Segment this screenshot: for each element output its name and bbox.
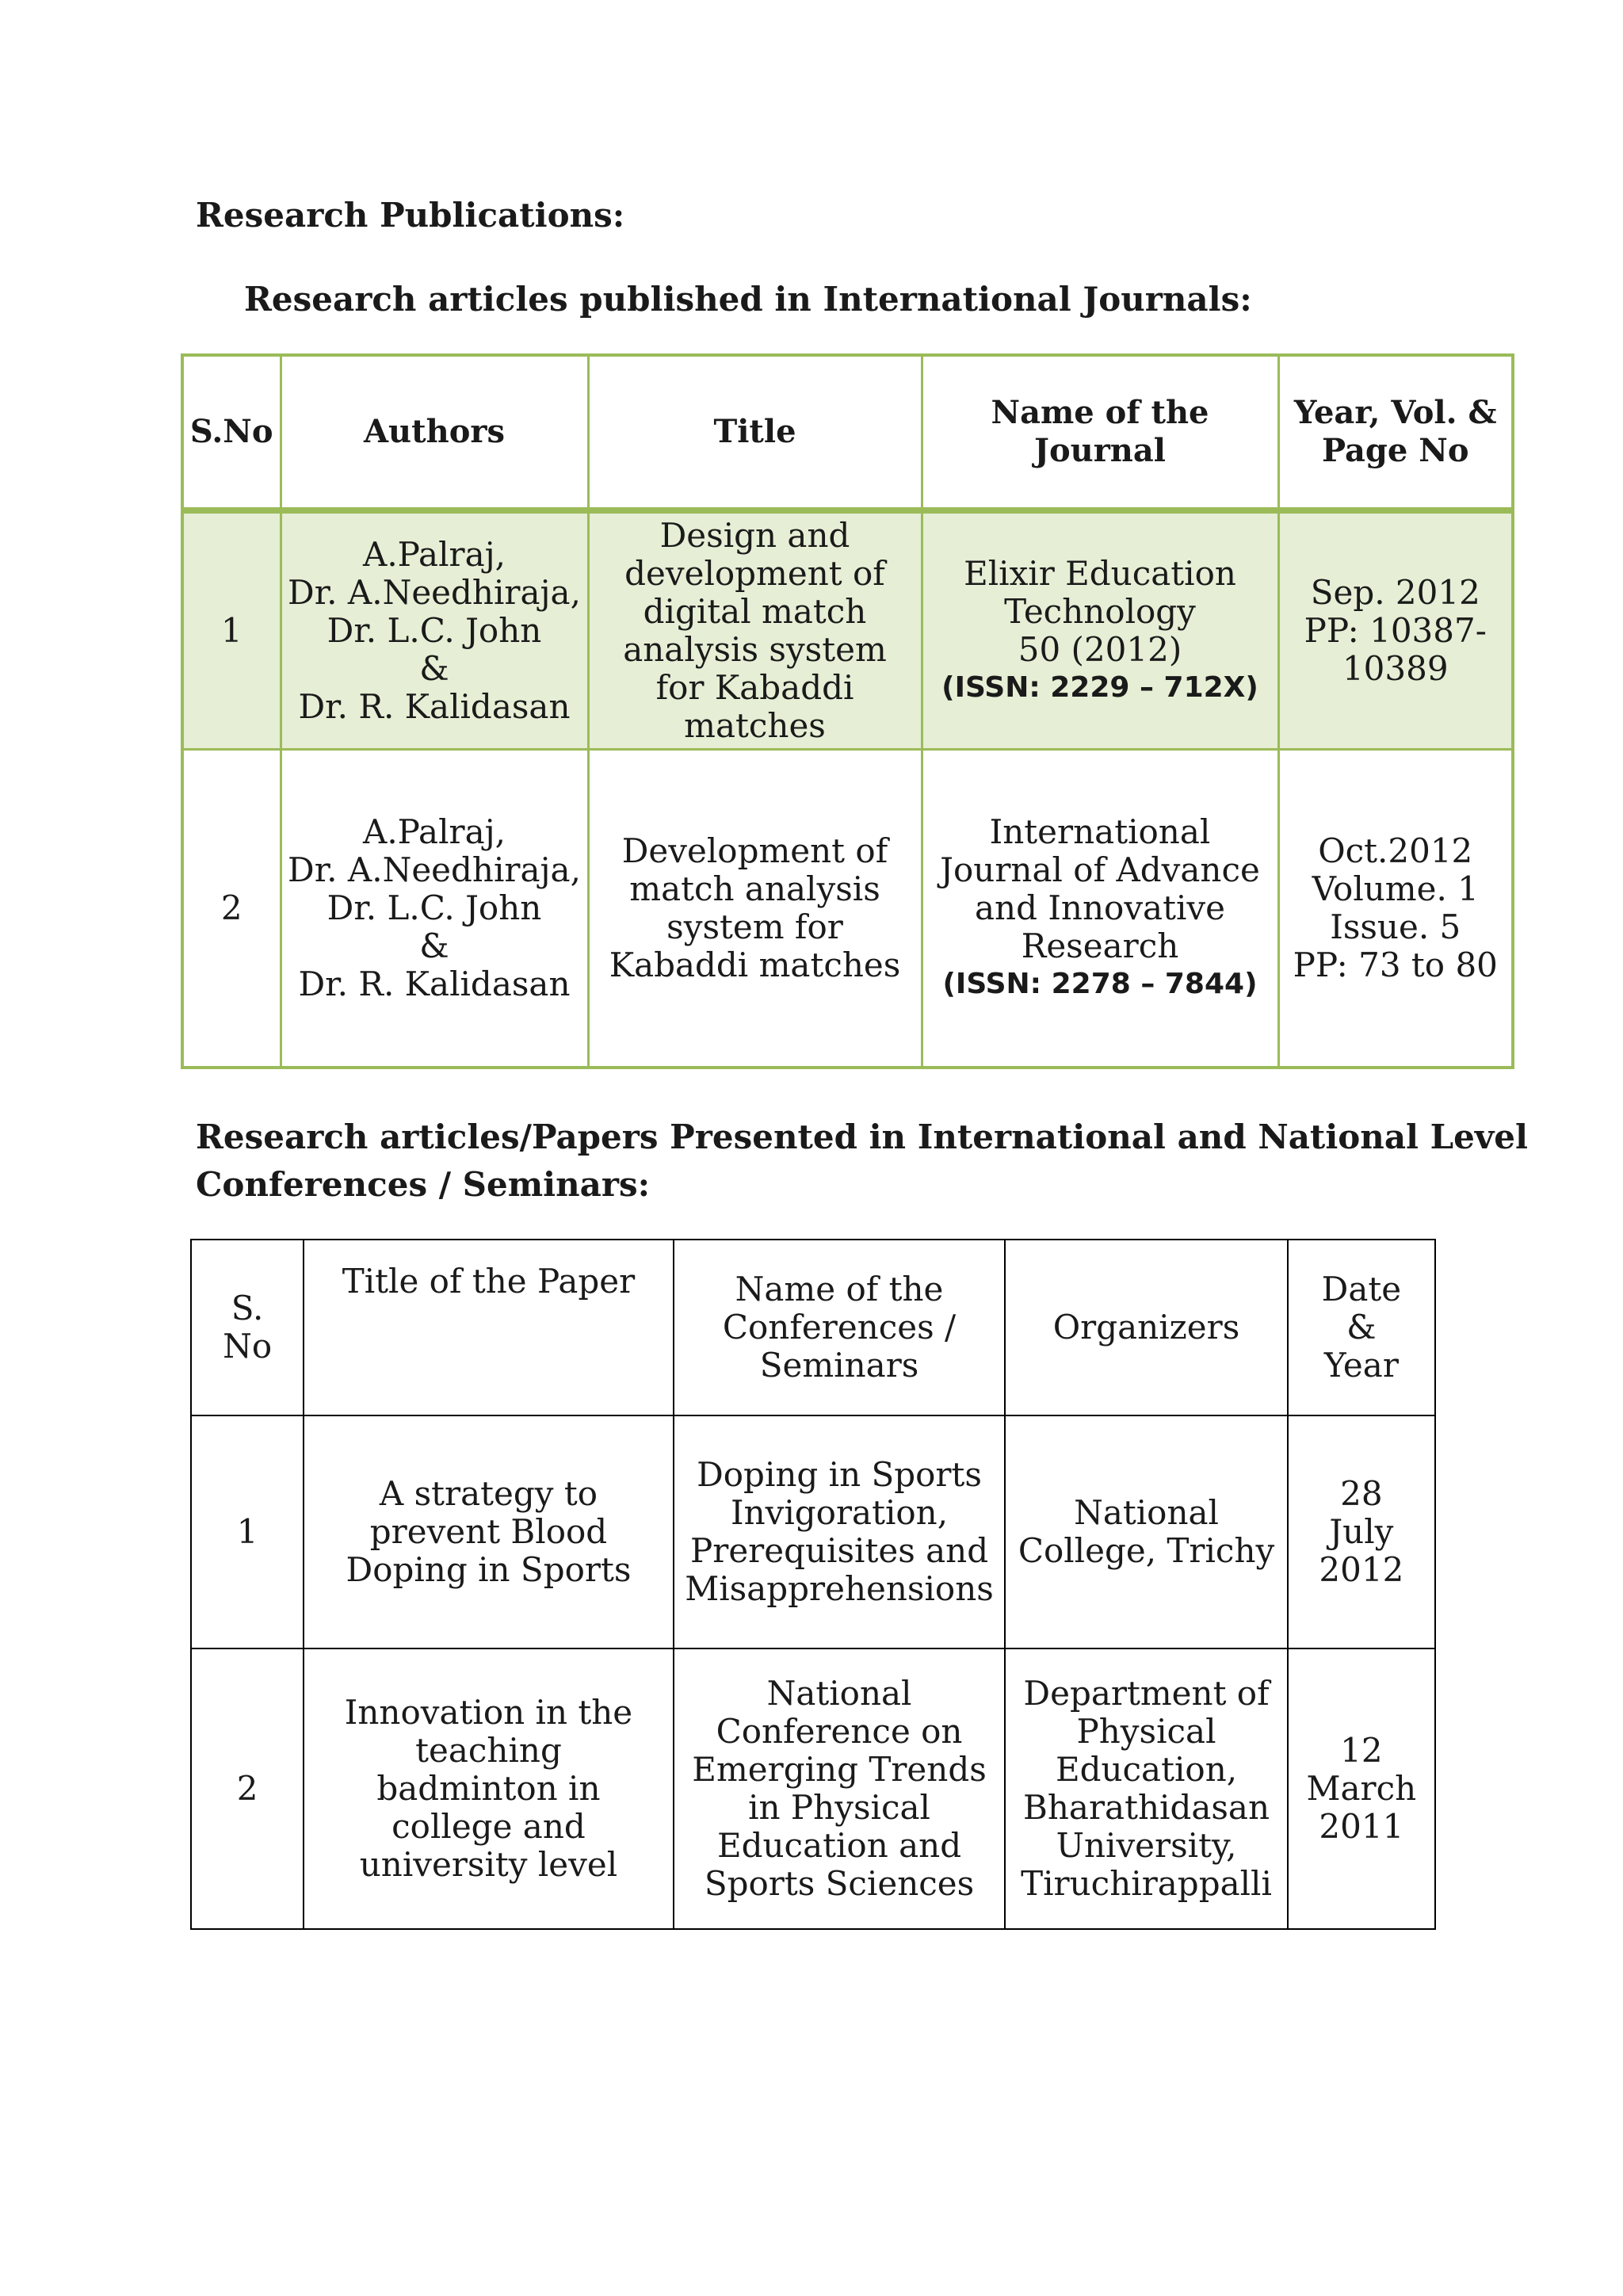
year-vol-cell — [1278, 510, 1513, 750]
journal-line: 50 (2012) — [1018, 630, 1182, 669]
table-row — [191, 1415, 1435, 1648]
year-vol-cell — [1278, 750, 1513, 1068]
conferences-header-organizers: Organizers — [1005, 1240, 1287, 1415]
author-line: A.Palraj, — [362, 812, 506, 851]
paper-title-cell: A strategy to prevent Blood Doping in Sports — [304, 1415, 674, 1648]
organizer-cell: Department of Physical Education, Bharathidasan University, Tiruchirappalli — [1005, 1648, 1287, 1929]
conferences-heading: Research articles/Papers Presented in International and National Level Conferences / Seminars: — [196, 1117, 1528, 1204]
issn-label: (ISSN: 2229 – 712X) — [941, 671, 1258, 704]
issn-label: (ISSN: 2278 – 7844) — [942, 968, 1258, 1000]
date-line: 28 — [1340, 1474, 1383, 1513]
author-line: Dr. A.Needhiraja, — [288, 573, 581, 612]
conferences-header-title: Title of the Paper — [304, 1240, 674, 1415]
year-vol-line: Sep. 2012 — [1310, 573, 1480, 612]
date-cell — [1288, 1415, 1435, 1648]
title-cell: Design and development of digital match analysis system for Kabaddi matches — [588, 510, 922, 750]
title-cell: Development of match analysis system for Kabaddi matches — [588, 750, 922, 1068]
author-line: Dr. R. Kalidasan — [298, 687, 571, 726]
author-line: Dr. R. Kalidasan — [298, 965, 571, 1003]
authors-cell — [281, 750, 588, 1068]
conferences-table — [190, 1239, 1436, 1930]
table-row — [182, 510, 1513, 750]
table-row — [182, 750, 1513, 1068]
journal-line: Technology — [1004, 592, 1196, 631]
journals-header-year: Year, Vol. & Page No — [1278, 355, 1513, 510]
sno-cell: 1 — [191, 1415, 304, 1648]
date-line: 2011 — [1319, 1807, 1404, 1846]
year-vol-line: Issue. 5 — [1330, 907, 1461, 946]
conferences-header-date: Date & Year — [1288, 1240, 1435, 1415]
journal-cell — [922, 510, 1278, 750]
year-vol-line: PP: 73 to 80 — [1293, 946, 1498, 984]
author-line: A.Palraj, — [362, 535, 506, 574]
journals-heading: Research articles published in International Journals: — [244, 280, 1252, 319]
date-cell — [1288, 1648, 1435, 1929]
sno-cell: 2 — [191, 1648, 304, 1929]
authors-cell — [281, 510, 588, 750]
sno-cell: 1 — [182, 510, 281, 750]
organizer-cell: National College, Trichy — [1005, 1415, 1287, 1648]
author-line: & — [419, 926, 449, 965]
year-vol-line: 10389 — [1342, 649, 1449, 688]
page-title: Research Publications: — [196, 196, 625, 235]
conferences-header-conference: Name of the Conferences / Seminars — [674, 1240, 1006, 1415]
paper-title-cell: Innovation in the teaching badminton in college and university level — [304, 1648, 674, 1929]
year-vol-line: PP: 10387- — [1304, 611, 1487, 650]
journals-header-journal: Name of the Journal — [922, 355, 1278, 510]
year-vol-line: Oct.2012 — [1318, 831, 1473, 870]
table-row — [191, 1648, 1435, 1929]
date-line: 12 — [1340, 1731, 1383, 1770]
journals-header-sno: S.No — [182, 355, 281, 510]
author-line: Dr. L.C. John — [327, 611, 542, 650]
date-line: 2012 — [1319, 1550, 1404, 1589]
author-line: & — [419, 649, 449, 688]
conferences-header-row — [191, 1240, 1435, 1415]
journal-line: International Journal of Advance and Innovative Research — [940, 812, 1260, 965]
date-line: March — [1306, 1769, 1417, 1808]
conferences-header-sno: S. No — [191, 1240, 304, 1415]
journals-header-row — [182, 355, 1513, 510]
conference-name-cell: Doping in Sports Invigoration, Prerequisites and Misapprehensions — [674, 1415, 1006, 1648]
journal-cell — [922, 750, 1278, 1068]
journals-table — [181, 353, 1514, 1069]
conference-name-cell: National Conference on Emerging Trends in Physical Education and Sports Sciences — [674, 1648, 1006, 1929]
sno-cell: 2 — [182, 750, 281, 1068]
author-line: Dr. A.Needhiraja, — [288, 850, 581, 889]
year-vol-line: Volume. 1 — [1312, 869, 1479, 908]
journals-header-authors: Authors — [281, 355, 588, 510]
journal-line: Elixir Education — [964, 554, 1236, 593]
author-line: Dr. L.C. John — [327, 888, 542, 927]
date-line: July — [1329, 1512, 1394, 1551]
journals-header-title: Title — [588, 355, 922, 510]
